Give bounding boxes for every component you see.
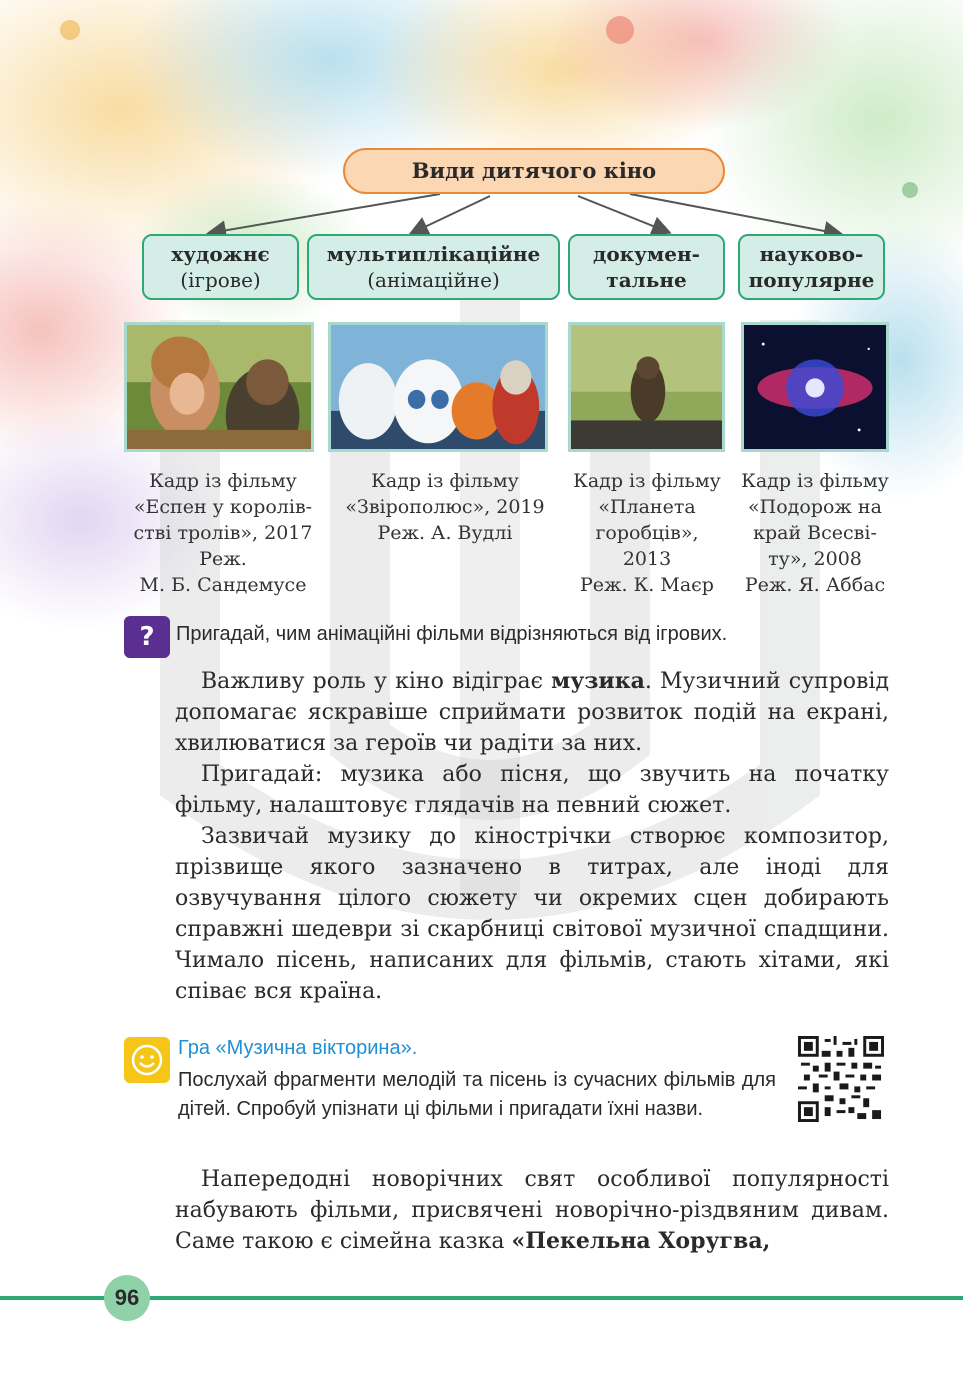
question-text: Пригадай, чим анімаційні фільми відрізняються від ігрових. xyxy=(176,623,728,645)
film-still-sparrows xyxy=(568,322,725,452)
caption-line: Реж. К. Маєр xyxy=(580,574,714,596)
question-icon xyxy=(124,616,170,658)
caption-line: горобців», xyxy=(595,522,699,544)
category-documentary-film xyxy=(568,234,725,300)
caption-line: ту», 2008 xyxy=(768,548,862,570)
caption-line: Кадр із фільму xyxy=(371,470,519,492)
caption-line: «Подорож на xyxy=(748,496,882,518)
caption-espen xyxy=(120,468,326,598)
game-title: Гра «Музична вікторина». xyxy=(178,1037,418,1059)
paragraph-music xyxy=(175,666,889,759)
paragraph-holidays xyxy=(175,1164,889,1257)
caption-line: край Всесві- xyxy=(753,522,877,544)
caption-line: Кадр із фільму xyxy=(573,470,721,492)
qr-code[interactable] xyxy=(798,1036,884,1122)
caption-line: Реж. xyxy=(199,548,247,570)
film-still-zootopia xyxy=(328,322,548,452)
category-popular-science-film xyxy=(738,234,885,300)
caption-line: Кадр із фільму xyxy=(741,470,889,492)
caption-line: 2013 xyxy=(622,548,672,570)
caption-line: Реж. А. Вудлі xyxy=(377,522,513,544)
question-symbol: ? xyxy=(139,622,155,652)
caption-line: Реж. Я. Аббас xyxy=(744,574,886,596)
category-label: науково- xyxy=(759,242,864,266)
paragraph-composer: Зазвичай музику до кінострічки створює композитор, прізвище якого зазначено в титрах, але іноді для озвучування цілого сюжету чи окремих сцен добирають справжні шедеври зі скарбниці світової музичної спадщини. Чимало пісень, написаних для фільмів, стають хітами, які співає вся країна. xyxy=(175,824,889,1004)
caption-sparrows xyxy=(562,468,732,598)
bold-term: «Пекельна Хоругва, xyxy=(511,1228,771,1254)
category-label: докумен- xyxy=(593,242,700,266)
body-text-holidays xyxy=(175,1164,889,1257)
paragraph-remember: Пригадай: музика або пісня, що звучить на початку фільму, налаштовує глядачів на певний сюжет. xyxy=(175,762,889,818)
category-sublabel: (анімаційне) xyxy=(367,268,500,292)
caption-line: Кадр із фільму xyxy=(149,470,297,492)
category-label: мультиплікаційне xyxy=(326,242,541,266)
category-label-line2: тальне xyxy=(606,268,687,292)
caption-line: стві тролів», 2017 xyxy=(133,522,313,544)
text-run: . Музичний супровід допомагає яскравіше сприймати розвиток подій на екрані, хвилюватися за героїв чи радіти за них. xyxy=(175,669,889,756)
caption-universe xyxy=(736,468,894,598)
page-number: 96 xyxy=(104,1275,150,1321)
caption-line: М. Б. Сандемусе xyxy=(139,574,307,596)
film-still-universe xyxy=(741,322,889,452)
bold-term: музика xyxy=(551,668,645,694)
category-feature-film xyxy=(142,234,299,300)
diagram-arrows xyxy=(0,0,963,260)
text-run: Важливу роль у кіно відіграє xyxy=(201,669,552,694)
diagram-title: Види дитячого кіно xyxy=(343,148,725,194)
category-animated-film xyxy=(307,234,560,300)
caption-zootopia xyxy=(334,468,556,546)
caption-line: «Еспен у королів- xyxy=(133,496,313,518)
film-still-espen xyxy=(124,322,314,452)
caption-line: «Звірополюс», 2019 xyxy=(345,496,545,518)
category-label: художнє xyxy=(171,242,270,266)
category-sublabel: (ігрове) xyxy=(180,268,261,292)
text-run: Напередодні новорічних свят особливої популярності набувають фільми, присвячені новорічно-різдвяним дивам. Саме такою є сімейна казка xyxy=(175,1167,889,1254)
smile-icon xyxy=(124,1037,170,1083)
caption-line: «Планета xyxy=(598,496,696,518)
body-text xyxy=(175,666,889,1007)
game-text: Послухай фрагменти мелодій та пісень із сучасних фільмів для дітей. Спробуй упізнати ці фільми і пригадати їхні назви. xyxy=(178,1069,776,1120)
category-label-line2: популярне xyxy=(748,268,875,292)
